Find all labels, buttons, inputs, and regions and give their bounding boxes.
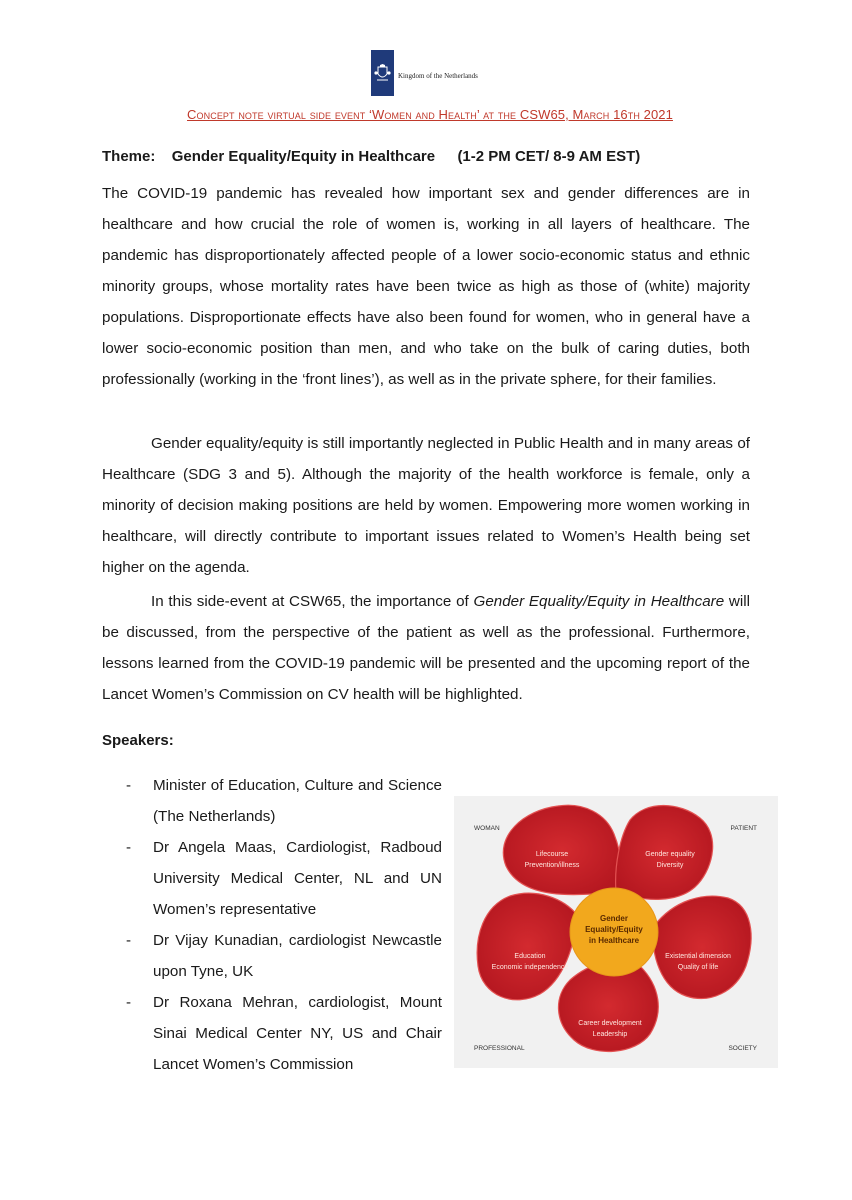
- theme-label: Theme:: [102, 148, 156, 165]
- petal-lifecourse: [503, 805, 621, 894]
- paragraph-side-event-start: In this side-event at CSW65, the importance of: [151, 593, 474, 610]
- paragraph-side-event-end: will be discussed, from the perspective of the patient as well as the professional. Furthermore, lessons learned from the COVID-19 pandemic will be presented and the upcoming report of the Lancet Women’s Commission on CV health will be highlighted.: [102, 593, 751, 703]
- logo-bar: [371, 50, 394, 96]
- petal-label-career-1: Career development: [578, 1020, 642, 1027]
- petal-label-lifecourse-1: Lifecourse: [535, 851, 569, 858]
- logo-text: Kingdom of the Netherlands: [398, 72, 478, 80]
- center-text-line-3: in Healthcare: [588, 936, 640, 945]
- petal-label-existential-1: Existential dimension: [665, 953, 731, 960]
- petal-label-education-1: Education: [514, 953, 546, 960]
- center-text-line-2: Equality/Equity: [585, 925, 643, 934]
- petal-label-education-2: Economic independence: [491, 964, 569, 971]
- speaker-list: [102, 770, 442, 1080]
- petal-label-career-2: Leadership: [592, 1031, 628, 1038]
- paragraph-side-event: [102, 586, 750, 710]
- petal-education: [477, 893, 578, 1000]
- bullet-dash: -: [126, 932, 132, 949]
- paragraph-equity: Gender equality/equity is still importantly neglected in Public Health and in many areas of Healthcare (SDG 3 and 5). Although the majority of the health workforce is female, only a minority of decision making positions are held by women. Empowering more women working in healthcare, will directly contribute to important issues related to Women’s Health being set higher on the agenda.: [102, 435, 750, 576]
- petal-existential: [653, 896, 751, 998]
- center-text-line-1: Gender: [599, 914, 629, 923]
- corner-label-bottom-right: SOCIETY: [728, 1045, 757, 1052]
- speaker-text: Dr Vijay Kunadian, cardiologist Newcastle upon Tyne, UK: [153, 932, 442, 980]
- list-item: [102, 770, 442, 832]
- corner-label-top-left: WOMAN: [474, 825, 500, 832]
- petal-label-lifecourse-2: Prevention/illness: [524, 862, 580, 869]
- theme-value: Gender Equality/Equity in Healthcare: [171, 148, 436, 165]
- list-item: [102, 832, 442, 925]
- bullet-dash: -: [126, 777, 132, 794]
- bullet-dash: -: [126, 994, 132, 1011]
- corner-label-bottom-left: PROFESSIONAL: [474, 1045, 525, 1052]
- flower-diagram-svg: [454, 796, 778, 1068]
- petal-label-gender-1: Gender equality: [645, 851, 695, 858]
- paragraph-intro: The COVID-19 pandemic has revealed how important sex and gender differences are in healthcare and how crucial the role of women is, working in all layers of healthcare. The pandemic has disproportionately affected people of a lower socio-economic status and ethnic minority groups, whose mortality rates have been twice as high as those of (white) majority populations. Disproportionate effects have also been found for women, who in general have a lower socio-economic position than men, and who take on the bulk of caring duties, both professionally (working in the ‘front lines’), as well as in the private sphere, for their families.: [102, 185, 750, 388]
- speaker-text: Minister of Education, Culture and Science (The Netherlands): [153, 777, 442, 825]
- list-item: [102, 925, 442, 987]
- corner-label-top-right: PATIENT: [730, 825, 757, 832]
- speakers-heading: Speakers:: [102, 732, 174, 749]
- theme-time: (1-2 PM CET/ 8-9 AM EST): [457, 148, 641, 165]
- bullet-dash: -: [126, 839, 132, 856]
- speaker-text: Dr Angela Maas, Cardiologist, Radboud University Medical Center, NL and UN Women’s representative: [153, 839, 442, 918]
- paragraph-side-event-emphasis: Gender Equality/Equity in Healthcare: [473, 593, 725, 610]
- flower-diagram: [454, 796, 778, 1068]
- petal-label-existential-2: Quality of life: [677, 964, 719, 971]
- crest-icon: [374, 64, 391, 82]
- petal-label-gender-2: Diversity: [656, 862, 684, 869]
- list-item: [102, 987, 442, 1080]
- page-title: Concept note virtual side event ‘Women and Health’ at the CSW65, March 16th 2021: [187, 107, 673, 122]
- speaker-text: Dr Roxana Mehran, cardiologist, Mount Sinai Medical Center NY, US and Chair Lancet Women’s Commission: [153, 994, 442, 1073]
- theme-line: [102, 148, 640, 165]
